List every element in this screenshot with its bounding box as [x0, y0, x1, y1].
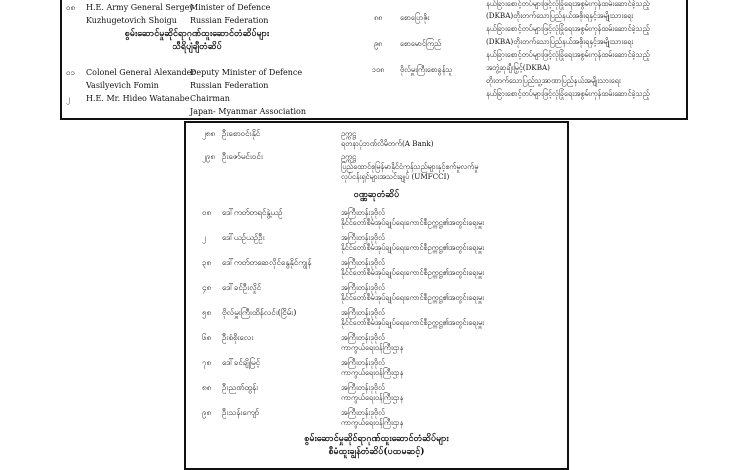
entry-number: ၆၈ [202, 333, 212, 342]
entry-detail: နိုင်ငံတော်စီမံအုပ်ချုပ်ရေးကောင်စီဥက္ကဋ္ဌ၏အတွင်းရေးမှူး [341, 318, 484, 327]
document-fragment-bottom [184, 121, 569, 470]
entry-name: ဦးဇော်မင်းဝင်း [222, 152, 263, 161]
entry-detail: တိုးတက်သောပြည်သူ့အာဏာပြည်နယ်အမျိုးသားရေး [486, 76, 621, 85]
entry-detail: ပြည်ထောင်စုမြန်မာနိုင်ငံကုန်သည်များနှင့်စက်မှုလက်မှု [341, 162, 479, 171]
entry-number: ၅၈ [202, 308, 212, 317]
section-heading [92, 30, 302, 52]
entry-number: ၇၈ [202, 358, 212, 367]
entry-number: ၂ [202, 233, 206, 242]
entry-detail: အကြီးတန်းဒုဗိုလ် [341, 408, 385, 417]
entry-detail: အကြီးတန်းဒုဗိုလ် [341, 308, 385, 317]
entry-detail: ရတနာပုံဘဏ်လိမိတက်(A Bank) [341, 139, 434, 148]
entry-detail: အကြီးတန်းဒုဗိုလ် [341, 333, 385, 342]
entry-detail: အကြီးတန်းဒုဗိုလ် [341, 283, 385, 292]
entry-detail: အကြီးတန်းဒုဗိုလ် [341, 208, 385, 217]
entry-role: Japan- Myanmar Association [190, 107, 306, 116]
entry-name: H.E. Mr. Hideo Watanabe [86, 94, 190, 103]
entry-role: Minister of Defence [190, 3, 271, 12]
entry-detail: နိုင်ငံတော်စီမံအုပ်ချုပ်ရေးကောင်စီဥက္ကဋ္ဌ၏အတွင်းရေးမှူး [341, 268, 484, 277]
entry-role: Chairman [190, 94, 230, 103]
entry-detail: နိုင်ငံတော်စီမံအုပ်ချုပ်ရေးကောင်စီဥက္ကဋ္ဌ၏အတွင်းရေးမှူး [341, 293, 484, 302]
entry-number: ၉၈ [374, 39, 383, 48]
entry-detail: နယ်ခြားစောင့်တပ်များဖြင့်လုံခြုံရေးအစွမ်းကုန်ထမ်းဆောင်ခဲ့သည့် [486, 24, 650, 33]
entry-number: ၀၈ [202, 208, 212, 217]
entry-name: စောပြောဇိုး [400, 13, 430, 22]
entry-detail: ကာကွယ်ရေးဝန်ကြီးဌာန [341, 368, 404, 377]
entry-number: ၂ [66, 94, 70, 103]
entry-role: Russian Federation [190, 16, 269, 25]
entry-name: ဒေါ်ခင်ချိုမြင့် [222, 358, 261, 367]
entry-name: ဗိုလ်မှူးကြီးထိန်လင်း(ငြိမ်း) [222, 308, 297, 317]
entry-number: ၄၈ [202, 283, 212, 292]
entry-name: စောမောင်ကြည် [400, 39, 442, 48]
entry-detail: အဘွဲ့ဆုချီးမြှင့်(DKBA) [486, 63, 550, 72]
entry-role: Deputy Minister of Defence [190, 68, 303, 77]
entry-detail: နယ်ခြားစောင့်တပ်များဖြင့်လုံခြုံရေးအစွမ်းကုန်ထမ်းဆောင်ခဲ့သည့် [486, 89, 650, 98]
entry-name: ဒေါ်ခင်ဦးလှိုင် [222, 283, 262, 292]
entry-role: Russian Federation [190, 81, 269, 90]
section-title: ဝဏ္ဏဆုတံဆိပ် [353, 190, 400, 200]
entry-detail: အကြီးတန်းဒုဗိုလ် [341, 358, 385, 367]
entry-detail: ဥက္ကဋ္ဌ [341, 152, 356, 161]
section-heading-footer [186, 435, 567, 457]
entry-detail: လုပ်ငန်းရှင်များအသင်းချုပ် (UMFCCI) [341, 172, 450, 181]
entry-number: ၂၈၈ [202, 129, 216, 138]
entry-detail: ကာကွယ်ရေးဝန်ကြီးဌာန [341, 343, 404, 352]
entry-detail: နိုင်ငံတော်စီမံအုပ်ချုပ်ရေးကောင်စီဥက္ကဋ္ဌ၏အတွင်းရေးမှူး [341, 218, 484, 227]
entry-name: ဦးစောဝင်းနိုင် [222, 129, 261, 138]
entry-name: Kuzhugetovich Shoigu [86, 16, 177, 25]
entry-detail: ကာကွယ်ရေးဝန်ကြီးဌာန [341, 393, 404, 402]
entry-number: ၃၈ [202, 258, 212, 267]
section-heading-line: စွမ်းဆောင်မှုဆိုင်ရာဂုဏ်ထူးဆောင်တံဆိပ်များ [124, 29, 270, 39]
entry-name: ဗိုလ်မှူးကြီးစောခွန်သူ [400, 65, 453, 74]
entry-number: ၈၈ [374, 13, 383, 22]
entry-name: Vasilyevich Fomin [86, 81, 159, 90]
entry-detail: (DKBA)တိုးတက်သောပြည်နယ်အစိုးရနှင့်အမျိုးသားရေး [486, 11, 634, 20]
entry-detail: ဥက္ကဋ္ဌ [341, 129, 356, 138]
entry-detail: အကြီးတန်းဒုဗိုလ် [341, 383, 385, 392]
section-heading-line: စွမ်းဆောင်မှုဆိုင်ရာဂုဏ်ထူးဆောင်တံဆိပ်များ [304, 434, 449, 444]
entry-number: ၁၀၈ [372, 65, 385, 74]
entry-name: ဒေါ်ကတ်တဆေလိုင်နွေနိုင်ကျွန် [222, 258, 312, 267]
entry-detail: အကြီးတန်းဒုဗိုလ် [341, 233, 385, 242]
entry-detail: (DKBA)တိုးတက်သောပြည်နယ်အစိုးရနှင့်အမျိုးသားရေး [486, 37, 634, 46]
entry-name: H.E. Army General Sergey [86, 3, 194, 12]
entry-number: ၀၈ [66, 3, 76, 12]
document-fragment-top [60, 0, 688, 120]
entry-name: ဦးစံစိုးလေး [222, 333, 254, 342]
entry-name: ဦးညဏ်ထွန်း [222, 383, 259, 392]
entry-detail: အကြီးတန်းဒုဗိုလ် [341, 258, 385, 267]
entry-detail: နိုင်ငံတော်စီမံအုပ်ချုပ်ရေးကောင်စီဥက္ကဋ္ဌ၏အတွင်းရေးမှူး [341, 243, 484, 252]
entry-number: ၀၁ [66, 68, 75, 77]
entry-name: ဒေါ်ကတ်တရင်နွဲ့ယဉ် [222, 208, 283, 217]
section-heading-line: စီမံထူးချွန်တံဆိပ်(ပထမဆင့်) [328, 447, 425, 457]
entry-number: ၂၉၈ [202, 152, 215, 161]
section-heading-line: သီရိပျံချီတံဆိပ် [172, 42, 222, 52]
entry-name: ဒေါ်ယဉ်ယဉ်ဦး [222, 233, 265, 242]
entry-name: ဦးသန်းကျော် [222, 408, 260, 417]
entry-number: ၉၈ [202, 408, 212, 417]
entry-detail: နယ်ခြားစောင့်တပ်များဖြင့်လုံခြုံရေးအစွမ်းကုန်ထမ်းဆောင်ခဲ့သည့် [486, 50, 650, 59]
entry-detail: နယ်ခြားစောင့်တပ်များဖြင့်လုံခြုံရေးအစွမ်းကုန်ထမ်းဆောင်ခဲ့သည့် [486, 0, 650, 8]
entry-number: ၈၈ [202, 383, 212, 392]
entry-name: Colonel General Alexander [86, 68, 196, 77]
entry-detail: ကာကွယ်ရေးဝန်ကြီးဌာန [341, 418, 404, 427]
